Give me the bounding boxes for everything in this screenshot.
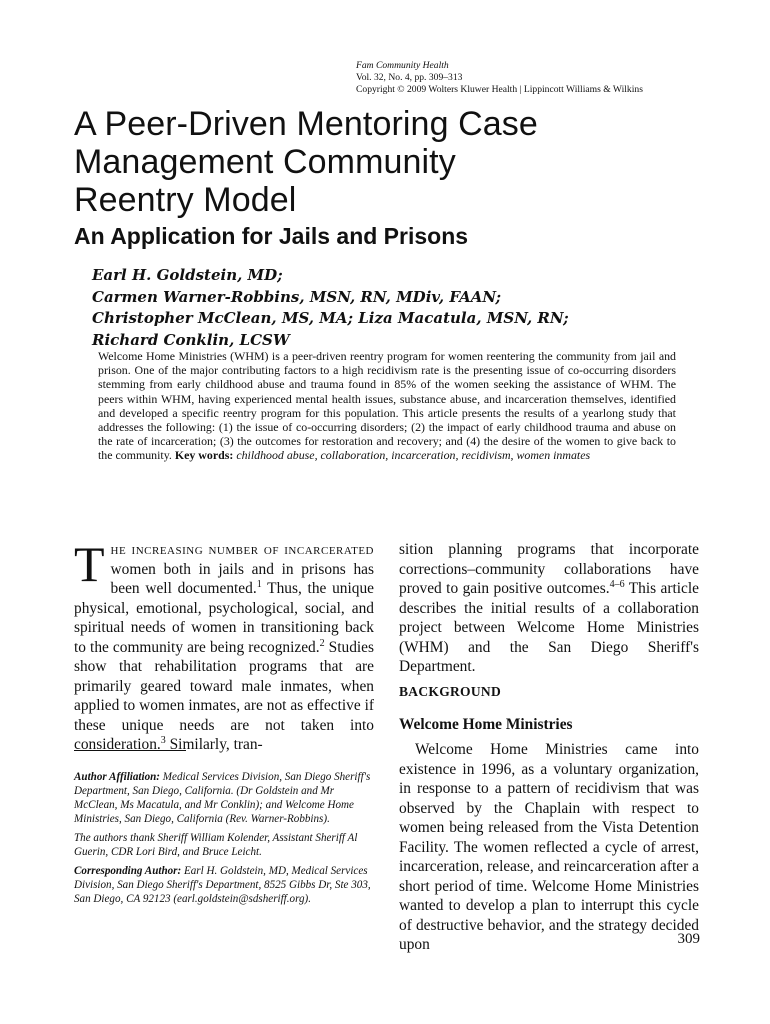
article-title — [74, 105, 714, 219]
author-line-1: Earl H. Goldstein, MD; — [92, 266, 283, 284]
right-paragraph-2: Welcome Home Ministries came into existence in 1996, as a voluntary organization, in response to a pattern of recidivism that was observed by the Chaplain with respect to women being released from the Vista Detention Facility. The women reflected a cycle of arrest, incarceration, release, and reincarceration after a short period of time. Welcome Home Ministries wanted to develop a plan to interrupt this cycle of destructive behavior, and the strategy decided upon — [399, 741, 699, 953]
intro-text-d: Similarly, tran- — [165, 736, 263, 753]
keywords: childhood abuse, collaboration, incarceration, recidivism, women inmates — [236, 448, 591, 463]
subsection-heading: Welcome Home Ministries — [399, 716, 573, 733]
corresponding-text: Earl H. Goldstein, MD, Medical Services Division, San Diego Sheriff's Department, 8525 Gibbs Dr, Ste 303, San Diego, CA 92123 (earl.goldstein@sdsheriff.org). — [74, 865, 371, 905]
keywords-label: Key words: — [174, 448, 234, 463]
footnote-thanks: The authors thank Sheriff William Kolender, Assistant Sheriff Al Guerin, CDR Lori Bird, and Bruce Leicht. — [74, 832, 358, 858]
journal-copyright: Copyright © 2009 Wolters Kluwer Health | Lippincott Williams & Wilkins — [356, 84, 643, 95]
left-column — [74, 536, 375, 755]
footnote-affiliation — [74, 770, 374, 826]
abstract-text: Welcome Home Ministries (WHM) is a peer-driven reentry program for women reentering the community from jail and prison. One of the major contributing factors to a high recidivism rate is the presenting issue of co-occurring disorders stemming from early childhood abuse and trauma found in 85% of the women seeking the assistance of WHM. The peers within WHM, having experienced mental health issues, substance abuse, and incarceration themselves, identified and developed a specific reentry program for this population. This article presents the results of a yearlong study that addresses the following: (1) the issue of co-occurring disorders; (2) the impact of early childhood trauma and abuse on the rate of incarceration; (3) the outcomes for restoration and recovery; and (4) the desire of the women to give back to the community. — [98, 349, 676, 463]
corresponding-label: Corresponding Author: — [74, 865, 182, 877]
right-text-b: This article describes the initial results of a collaboration project between Welcome Home Ministries (WHM) and the San Diego Sheriff's Department. — [399, 580, 699, 675]
footnote-corresponding — [74, 864, 374, 906]
ref-3: 3 — [160, 734, 166, 746]
author-line-3: Christopher McClean, MS, MA; Liza Macatula, MSN, RN; — [92, 309, 569, 327]
right-column-continued — [399, 740, 699, 955]
footnote-divider — [74, 750, 186, 751]
journal-header — [356, 60, 736, 96]
author-line-2: Carmen Warner-Robbins, MSN, RN, MDiv, FAAN; — [92, 287, 502, 306]
intro-text-a: women both in jails and in prisons has been well documented. — [110, 560, 374, 597]
title-line-1: A Peer-Driven Mentoring Case — [74, 105, 538, 143]
intro-smallcaps: he increasing number of incarcerated — [110, 541, 374, 558]
ref-2: 2 — [319, 637, 325, 649]
right-column — [399, 540, 699, 677]
author-list — [92, 265, 712, 351]
right-text-a: sition planning programs that incorporate corrections–community collaborations have proved to gain positive outcomes. — [399, 541, 699, 597]
section-heading: BACKGROUND — [399, 684, 502, 699]
ref-4: 4–6 — [609, 578, 625, 590]
ref-1: 1 — [256, 578, 262, 590]
author-line-4: Richard Conklin, LCSW — [92, 330, 290, 349]
drop-cap: T — [74, 536, 105, 592]
footnotes — [74, 770, 374, 911]
abstract — [98, 349, 676, 463]
journal-volume: Vol. 32, No. 4, pp. 309–313 — [356, 72, 463, 83]
title-line-2: Management Community — [74, 143, 456, 181]
article-subtitle: An Application for Jails and Prisons — [74, 223, 469, 249]
page-number: 309 — [677, 931, 700, 947]
right-paragraph-1 — [399, 540, 699, 677]
journal-name: Fam Community Health — [356, 60, 449, 71]
affiliation-text: Medical Services Division, San Diego Sheriff's Department, San Diego, California. (Dr Goldstein and Mr McClean, Ms Macatula, and Mr Conklin); and Welcome Home Ministries, San Diego, California (Rev. Warner-Robbins). — [74, 771, 371, 825]
title-line-3: Reentry Model — [74, 181, 297, 219]
intro-text-c: Studies show that rehabilitation programs that are primarily geared toward male inmates, when applied to women inmates, are not as effective if these unique needs are not taken into consideration. — [74, 638, 374, 753]
intro-text-b: Thus, the unique physical, emotional, psychological, social, and spiritual needs of women in transitioning back to the community are being recognized. — [74, 580, 375, 656]
affiliation-label: Author Affiliation: — [74, 771, 161, 783]
intro-paragraph — [74, 536, 375, 755]
